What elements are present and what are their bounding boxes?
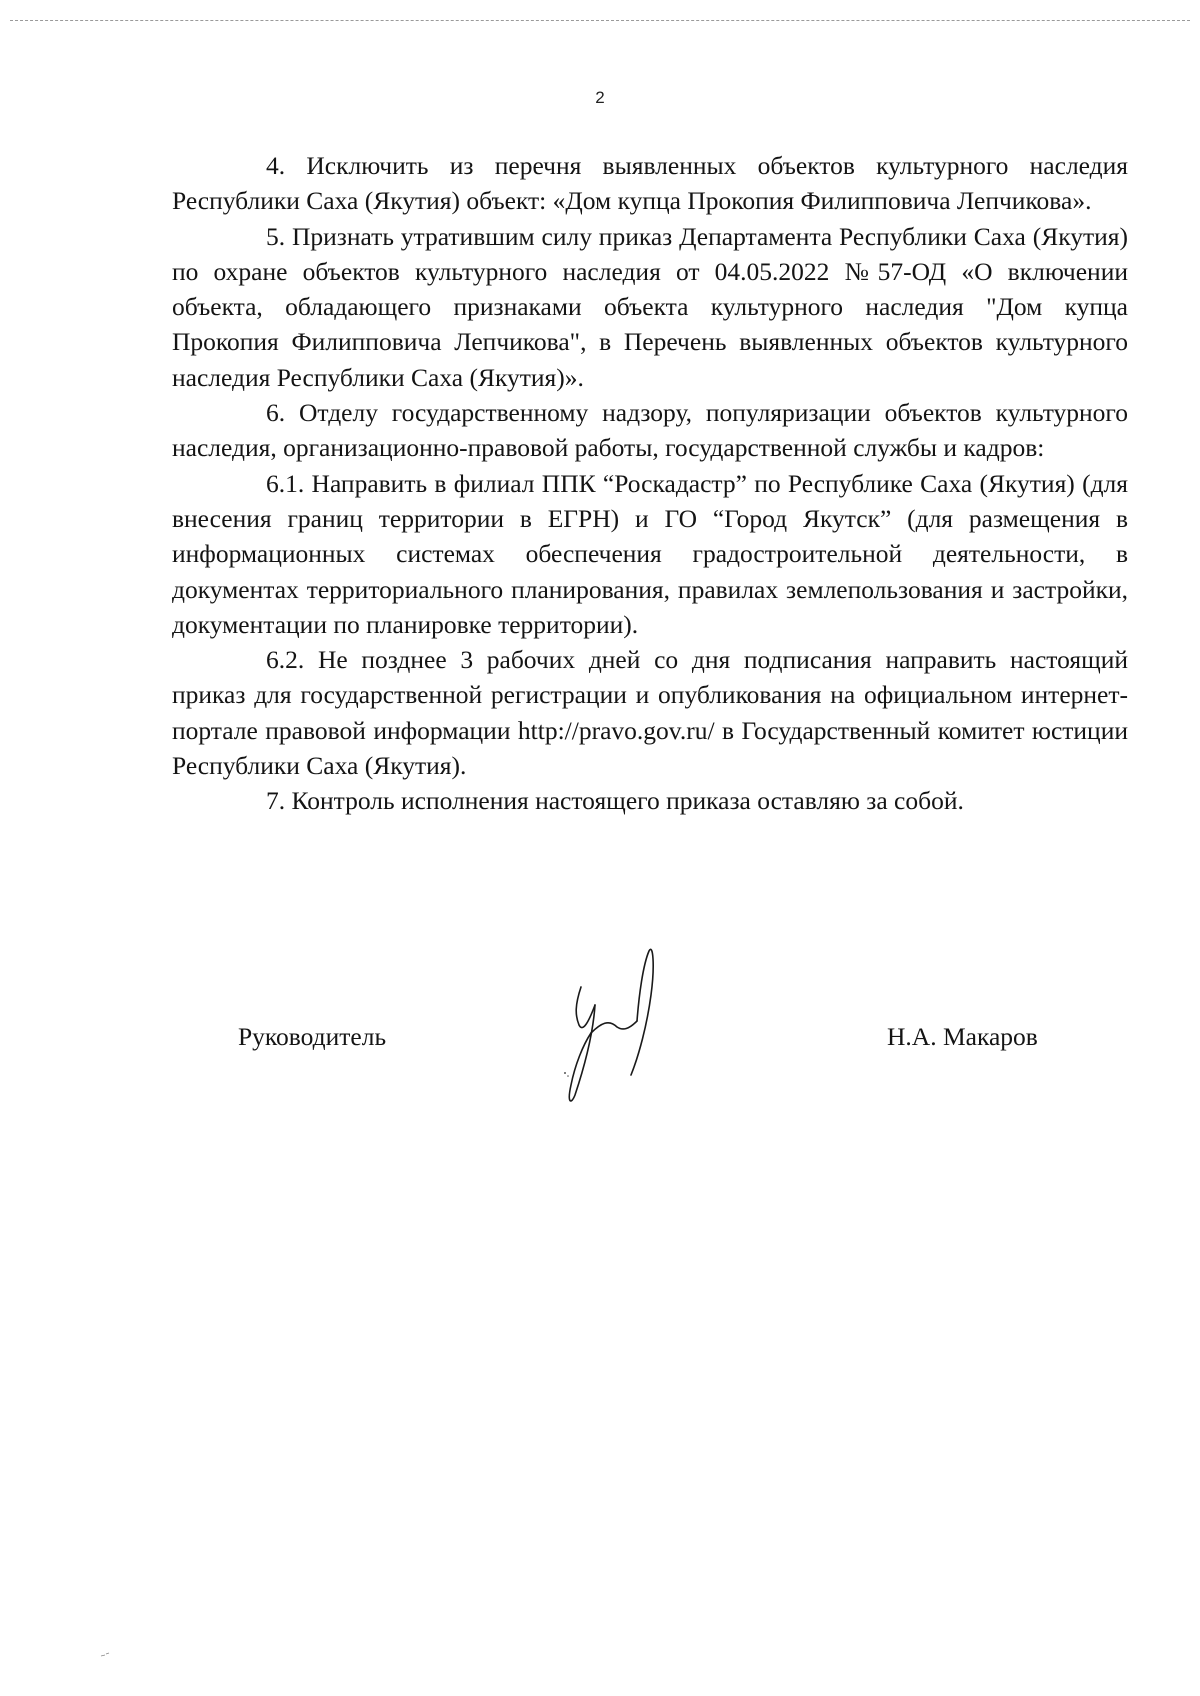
paragraph-6-1: 6.1. Направить в филиал ППК “Роскадастр” по Республике Саха (Якутия) (для внесения границ территории в ЕГРН) и ГО “Город Якутск” (для размещения в информационных системах обеспечения градостроительной деятельности, в документах территориального планирования, правилах землепользования и застройки, документации по планировке территории). [172, 468, 1128, 639]
page-number: 2 [595, 88, 605, 107]
paragraph-7: 7. Контроль исполнения настоящего приказа оставляю за собой. [266, 786, 964, 816]
scan-edge-line [10, 20, 1190, 21]
paragraph-6-2: 6.2. Не позднее 3 рабочих дней со дня подписания направить настоящий приказ для государственной регистрации и опубликования на официальном интернет-портале правовой информации http://pravo.gov.ru/ в Государственный комитет юстиции Республики Саха (Якутия). [172, 645, 1128, 781]
paragraph-4: 4. Исключить из перечня выявленных объектов культурного наследия Республики Саха (Якутия) объект: «Дом купца Прокопия Филипповича Лепчикова». [172, 151, 1128, 216]
paragraph-6: 6. Отделу государственному надзору, популяризации объектов культурного наследия, организационно-правовой работы, государственной службы и кадров: [172, 398, 1128, 463]
signatory-title: Руководитель [238, 1022, 387, 1051]
paragraph-5: 5. Признать утратившим силу приказ Департамента Республики Саха (Якутия) по охране объектов культурного наследия от 04.05.2022 №57-ОД «О включении объекта, обладающего признаками объекта культурного наследия "Дом купца Прокопия Филипповича Лепчикова", в Перечень выявленных объектов культурного наследия Республики Саха (Якутия)». [172, 221, 1128, 392]
signatory-name: Н.А. Макаров [887, 1022, 1038, 1051]
handwritten-signature [545, 945, 675, 1115]
document-body [172, 148, 1128, 819]
scan-speck [100, 1652, 110, 1658]
